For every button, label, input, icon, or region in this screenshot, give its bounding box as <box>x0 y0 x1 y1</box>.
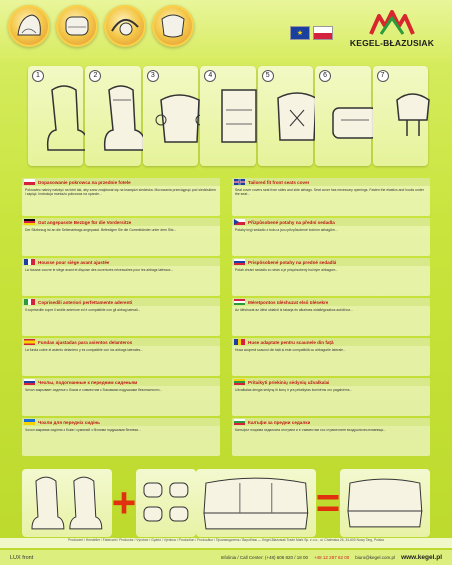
block-title: Чохли для передніх сидінь <box>38 419 100 425</box>
product-photo-4 <box>152 5 194 47</box>
block-title: Gut angepasste Bezüge für die Vordersitze <box>38 219 132 225</box>
ro-flag-icon <box>234 339 245 345</box>
producer-info: Producent / Hersteller / Fabricant / Productor / Výrobce / Gyártó / Výrobca / Production / Producător / Производитель / Виробник — Kegel-Błażusiak Trade Mark Sp. z o.o., ul. Chełmska 26, 34-600 Nowy Targ, Polska <box>0 538 452 548</box>
block-title: Přizpůsobené potahy na přední sedadla <box>248 219 335 225</box>
instruction-block-lt <box>232 378 430 416</box>
instruction-block-it <box>22 298 220 336</box>
footer <box>0 550 452 565</box>
step-7 <box>373 66 428 166</box>
contact-info <box>221 554 442 561</box>
product-name: LUX front <box>10 554 34 561</box>
block-title: Housse pour siège avant ajustée <box>38 259 110 265</box>
block-title: Калъфи за предни седалки <box>248 419 311 425</box>
email-link[interactable]: biuro@kegel.com.pl <box>355 555 396 560</box>
step-3 <box>143 66 198 166</box>
block-text: Чехол закрывает сиденье с боков и совместим с боковыми подушками безопасности... <box>25 388 163 392</box>
instruction-block-ro <box>232 338 430 376</box>
brand-name: KEGEL-BŁAZUSIAK <box>349 38 435 48</box>
block-text: Husa acoperă scaunul din față și este compatibilă cu airbagurile laterale... <box>235 348 346 352</box>
instruction-block-pl <box>22 178 220 216</box>
brand-logo <box>340 10 444 54</box>
ua-flag-icon <box>24 419 35 425</box>
block-title: Prispôsobené potahy na predné sedadlá <box>248 259 337 265</box>
headrests-icon <box>136 469 196 537</box>
step-number: 3 <box>147 70 159 82</box>
instruction-block-fr <box>22 258 220 296</box>
rear-seat-illustration <box>196 469 316 537</box>
block-text: La funda cubre el asiento delantero y es compatible con los airbags laterales... <box>25 348 143 352</box>
cz-flag-icon <box>234 219 245 225</box>
block-title: Dopasowanie pokrowca na przednie fotele <box>38 179 131 185</box>
step-number: 6 <box>319 70 331 82</box>
step-2 <box>85 66 140 166</box>
full-set-illustration <box>340 469 430 537</box>
instruction-block-en <box>232 178 430 216</box>
block-title: Tailored fit front seats cover <box>248 179 310 185</box>
step-number: 2 <box>89 70 101 82</box>
lt-flag-icon <box>234 379 245 385</box>
step-number: 5 <box>262 70 274 82</box>
de-flag-icon <box>24 219 35 225</box>
block-title: Чехлы, подогнанные к передним сиденьям <box>38 379 138 385</box>
step-6 <box>315 66 370 166</box>
uk-flag-icon <box>234 179 245 185</box>
step-1 <box>28 66 83 166</box>
fr-flag-icon <box>24 259 35 265</box>
instruction-block-cz <box>232 218 430 256</box>
headrest-icon <box>379 80 445 162</box>
sk-flag-icon <box>234 259 245 265</box>
product-photo-3 <box>104 5 146 47</box>
step-number: 4 <box>204 70 216 82</box>
block-title: Méretpontos üléshuzat első ülésekre <box>248 299 329 305</box>
flags <box>290 26 333 40</box>
equals-icon: = <box>315 479 341 526</box>
block-title: Coprisedili anteriori perfettamente aderenti <box>38 299 133 305</box>
block-text: Der Sitzbezug ist an die Seitenairbags angepasst. Befestigen Sie die Gummibänder unter dem Sitz... <box>25 228 177 232</box>
product-photo-2 <box>56 5 98 47</box>
instruction-block-sk <box>232 258 430 296</box>
pl-flag-icon <box>24 179 35 185</box>
it-flag-icon <box>24 299 35 305</box>
step-number: 7 <box>377 70 389 82</box>
plus-icon: + <box>111 479 137 526</box>
es-flag-icon <box>24 339 35 345</box>
block-text: Seat cover covers seat from sides and side airbags. Seat cover has necessary openings. Fasten the elastics and hooks under the seat... <box>235 188 424 197</box>
logo-icon <box>367 10 417 36</box>
block-text: Калъфът покрива седалката отстрани и е съвместим със страничните въздушни възглавници... <box>235 428 387 432</box>
block-title: Huse adaptate pentru scaunele din față <box>248 339 334 345</box>
installation-steps <box>28 66 428 166</box>
block-text: Il coprisedile copre il sedile anteriore ed è compatibile con gli airbag laterali... <box>25 308 141 312</box>
website-link[interactable]: www.kegel.pl <box>401 554 442 561</box>
product-photo-1 <box>8 5 50 47</box>
rear-seat-icon <box>196 469 316 537</box>
block-text: La housse couvre le siège avant et dispose des ouvertures nécessaires pour les airbags latéraux... <box>25 268 174 272</box>
block-text: Užvalkalas dengia sėdynę iš šonų ir yra pritaikytas šoninėms oro pagalvėms... <box>235 388 353 392</box>
hu-flag-icon <box>234 299 245 305</box>
block-text: Чохол закриває сидіння з боків і сумісний з бічними подушками безпеки... <box>25 428 141 432</box>
call-center: Infolinia / Call Center: (+48) 606 820 / 18 00 <box>220 555 309 560</box>
step-number: 1 <box>32 70 44 82</box>
instruction-block-bg <box>232 418 430 456</box>
eu-flag-icon: ★ <box>290 26 310 40</box>
block-text: Potahy kryjí sedadlo z boku a jsou přizpůsobené bočním airbagům... <box>235 228 338 232</box>
step-5 <box>258 66 313 166</box>
block-text: Potah chráni sedadlo zo strán a je prispôsobený bočným airbagom... <box>235 268 339 272</box>
front-seats-icon <box>22 469 112 537</box>
block-title: Fundas ajustadas para asientos delanteros <box>38 339 133 345</box>
step-4 <box>200 66 255 166</box>
instruction-block-hu <box>232 298 430 336</box>
ru-flag-icon <box>24 379 35 385</box>
bg-flag-icon <box>234 419 245 425</box>
block-text: Az üléshuzat az ülést oldalról is takarja és alkalmas oldallégzsákos autókhoz... <box>235 308 353 312</box>
poland-flag-icon <box>313 26 333 40</box>
hotline-number: +48 12 287 62 00 <box>314 555 350 560</box>
instruction-block-ru <box>22 378 220 416</box>
front-seats-illustration <box>22 469 112 537</box>
block-text: Pokrowiec należy nałożyć na fotel tak, aby szew znajdował się na krawędzi siedziska. Mocowania przeciągnąć pod siedziskiem i zapiąć. Instrukcja montażu pokrowca na oparcie... <box>25 188 216 197</box>
instruction-block-de <box>22 218 220 256</box>
set-composition <box>22 467 430 539</box>
headrests-illustration <box>136 469 196 537</box>
full-set-icon <box>340 469 430 537</box>
block-title: Pritaikyti priekinių sėdynių užvalkalai <box>248 379 330 385</box>
instruction-block-ua <box>22 418 220 456</box>
instruction-block-es <box>22 338 220 376</box>
